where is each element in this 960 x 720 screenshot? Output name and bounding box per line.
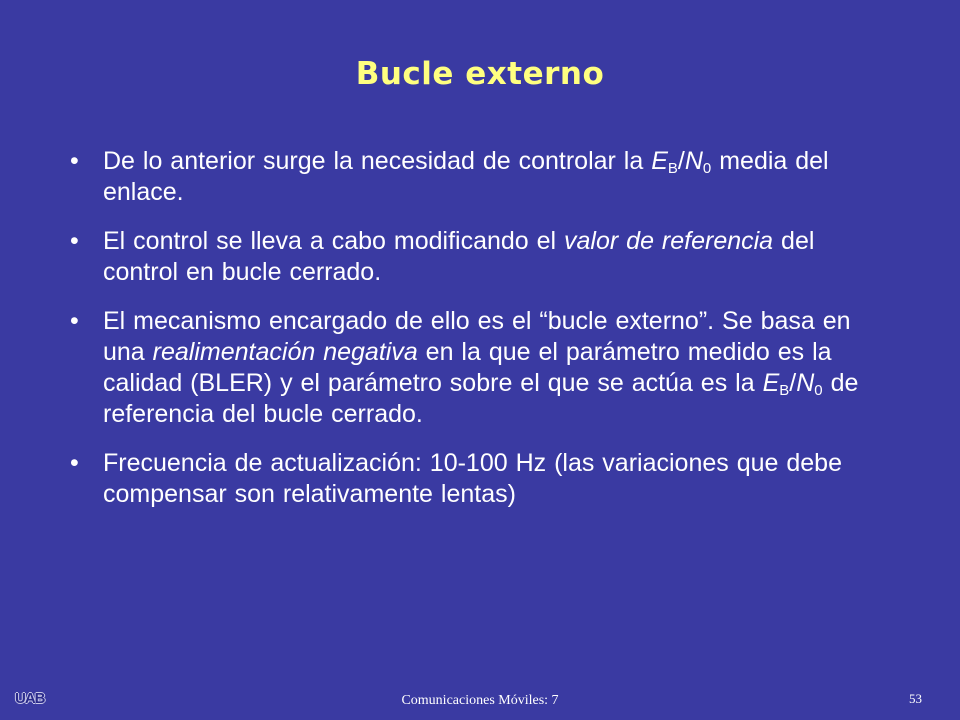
footer-course-title: Comunicaciones Móviles: 7: [401, 693, 559, 708]
bullet-text-segment: del control en bucle cerrado.: [103, 227, 815, 286]
bullet-item: [70, 448, 880, 510]
italic-phrase: valor de referencia: [564, 227, 774, 255]
subscript-b: B: [667, 160, 678, 177]
bullet-text-segment: de referencia del bucle cerrado.: [103, 369, 859, 428]
bullet-text-segment: De lo anterior surge la necesidad de controlar la: [103, 147, 652, 175]
bullet-text-segment: Frecuencia de actualización: 10-100 Hz (las variaciones que debe compensar son relativamente lentas): [103, 449, 842, 508]
bullet-text-segment: media del enlace.: [103, 147, 829, 206]
bullet-marker-icon: •: [70, 307, 79, 335]
variable-e: E: [762, 369, 780, 397]
bullet-text-segment: en la que el parámetro medido es la calidad (BLER) y el parámetro sobre el que se actúa es la: [103, 338, 832, 397]
variable-e: E: [651, 147, 668, 175]
bullet-marker-icon: •: [70, 147, 79, 175]
bullet-text-segment: El mecanismo encargado de ello es el “bucle externo”. Se basa en una: [103, 307, 851, 366]
subscript-0: 0: [702, 160, 712, 177]
variable-n: N: [684, 147, 703, 175]
variable-n: N: [796, 369, 815, 397]
bullet-item: [70, 226, 880, 288]
bullet-marker-icon: •: [70, 227, 79, 255]
italic-phrase: realimentación negativa: [152, 338, 418, 366]
subscript-b: B: [779, 382, 790, 399]
slash: /: [677, 147, 685, 175]
bullet-item: [70, 306, 880, 430]
bullet-text-segment: El control se lleva a cabo modificando el: [103, 227, 565, 255]
subscript-0: 0: [814, 382, 823, 399]
bullet-item: [70, 146, 880, 208]
slash: /: [789, 369, 797, 397]
bullet-list: [70, 146, 880, 528]
bullet-marker-icon: •: [70, 449, 79, 477]
page-number: 53: [909, 691, 922, 706]
university-logo: UAB: [15, 690, 45, 707]
slide-title: Bucle externo: [355, 56, 605, 92]
